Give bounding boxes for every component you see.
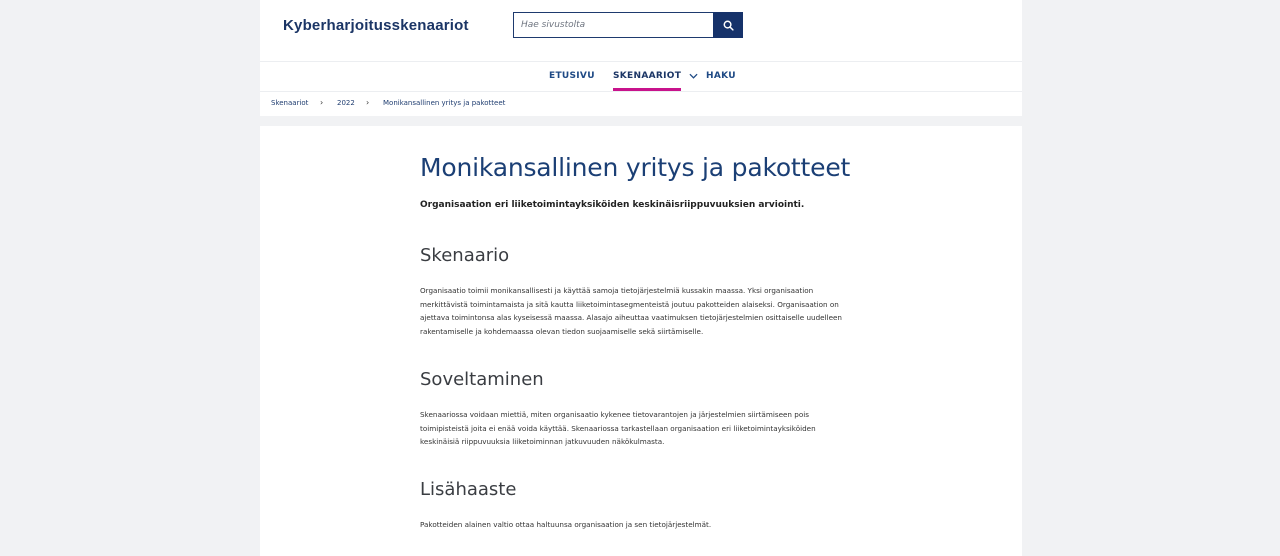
search-input[interactable] xyxy=(513,12,713,38)
chevron-right-icon: › xyxy=(366,98,370,107)
text-line: Organisaatio toimii monikansallisesti ja käyttää samoja tietojärjestelmiä kussakin maassa. Yksi organisaation xyxy=(420,286,814,295)
nav-item-etusivu[interactable]: ETUSIVU xyxy=(549,71,595,81)
breadcrumb xyxy=(260,92,1022,116)
text-line: rakentamiselle ja kohdemaassa olevan tiedon suojaamiselle sekä siirtämiselle. xyxy=(420,327,704,337)
main-nav xyxy=(260,62,1022,92)
text-line: keskinäisiä riippuvuuksia liiketoiminnan jatkuvuuden näkökulmasta. xyxy=(420,437,665,447)
page-title: Monikansallinen yritys ja pakotteet xyxy=(420,153,851,182)
chevron-right-icon: › xyxy=(320,98,324,107)
breadcrumb-item[interactable]: Skenaariot xyxy=(271,99,309,107)
text-line: ajettava toimintonsa alas kyseisessä maassa. Alasajo aiheuttaa vaatimuksen tietojärjestelmien osittaiselle uudelleen xyxy=(420,313,842,323)
search-form xyxy=(513,12,743,38)
active-nav-indicator xyxy=(613,88,681,91)
text-line: Pakotteiden alainen valtio ottaa haltuunsa organisaation ja sen tietojärjestelmät. xyxy=(420,520,712,529)
nav-item-label: SKENAARIOT xyxy=(613,71,682,81)
nav-item-haku[interactable]: HAKU xyxy=(706,71,736,81)
breadcrumb-item-current: Monikansallinen yritys ja pakotteet xyxy=(383,99,506,107)
main-content xyxy=(260,126,1022,556)
site-title[interactable]: Kyberharjoitusskenaariot xyxy=(283,17,469,34)
site-shell xyxy=(260,0,1022,116)
site-header xyxy=(260,0,1022,62)
section-body-skenaario xyxy=(420,284,865,339)
section-body-lisahaaste xyxy=(420,518,865,532)
text-line: merkittävistä toimintamaista ja sitä kautta liiketoimintasegmenteistä joutuu pakotteiden alaiseksi. Organisaation on xyxy=(420,299,839,309)
text-line: Skenaariossa voidaan miettiä, miten organisaatio kykenee tietovarantojen ja järjestelmien siirtämiseen pois xyxy=(420,410,809,419)
section-body-soveltaminen xyxy=(420,408,865,449)
section-heading-skenaario: Skenaario xyxy=(420,245,510,266)
breadcrumb-item[interactable]: 2022 xyxy=(337,99,355,107)
search-icon xyxy=(723,20,734,31)
article-lead: Organisaation eri liiketoimintayksiköiden keskinäisriippuvuuksien arviointi. xyxy=(420,200,805,210)
section-heading-lisahaaste: Lisähaaste xyxy=(420,479,517,500)
text-line: toimipisteistä joita ei enää voida käyttää. Skenaariossa tarkastellaan organisaation eri liiketoimintayksiköiden xyxy=(420,423,816,433)
section-heading-soveltaminen: Soveltaminen xyxy=(420,369,544,390)
search-button[interactable] xyxy=(713,12,743,38)
nav-item-skenaariot[interactable] xyxy=(613,71,698,81)
chevron-down-icon xyxy=(689,73,698,79)
